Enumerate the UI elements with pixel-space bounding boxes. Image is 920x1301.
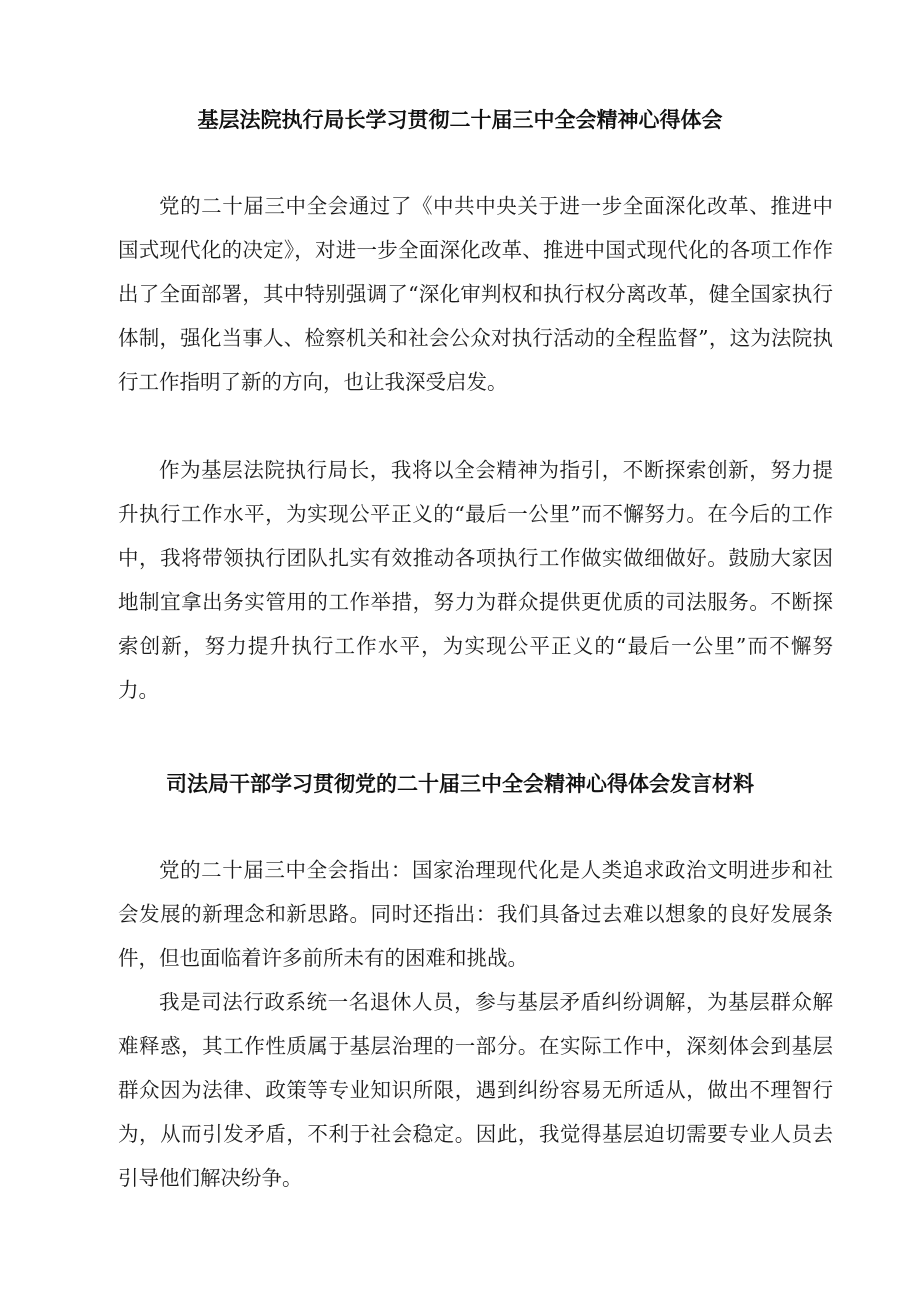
section-2-paragraph-1: 党的二十届三中全会指出：国家治理现代化是人类追求政治文明进步和社会发展的新理念和新思路。同时还指出：我们具备过去难以想象的良好发展条件，但也面临着许多前所未有的困难和挑战。 xyxy=(118,858,833,970)
section-1-title: 基层法院执行局长学习贯彻二十届三中全会精神心得体会 xyxy=(197,108,723,132)
section-2-title: 司法局干部学习贯彻党的二十届三中全会精神心得体会发言材料 xyxy=(166,772,754,796)
section-1-paragraph-1: 党的二十届三中全会通过了《中共中央关于进一步全面深化改革、推进中国式现代化的决定》，对进一步全面深化改革、推进中国式现代化的各项工作作出了全面部署，其中特别强调了“深化审判权和执行权分离改革，健全国家执行体制，强化当事人、检察机关和社会公众对执行活动的全程监督”，这为法院执行工作指明了新的方向，也让我深受启发。 xyxy=(118,194,833,394)
section-1-paragraph-2: 作为基层法院执行局长，我将以全会精神为指引，不断探索创新，努力提升执行工作水平，为实现公平正义的“最后一公里”而不懈努力。在今后的工作中，我将带领执行团队扎实有效推动各项执行工作做实做细做好。鼓励大家因地制宜拿出务实管用的工作举措，努力为群众提供更优质的司法服务。不断探索创新，努力提升执行工作水平，为实现公平正义的“最后一公里”而不懈努力。 xyxy=(118,458,833,702)
section-2-paragraph-2: 我是司法行政系统一名退休人员，参与基层矛盾纠纷调解，为基层群众解难释惑，其工作性质属于基层治理的一部分。在实际工作中，深刻体会到基层群众因为法律、政策等专业知识所限，遇到纠纷容易无所适从，做出不理智行为，从而引发矛盾，不利于社会稳定。因此，我觉得基层迫切需要专业人员去引导他们解决纷争。 xyxy=(118,990,833,1190)
